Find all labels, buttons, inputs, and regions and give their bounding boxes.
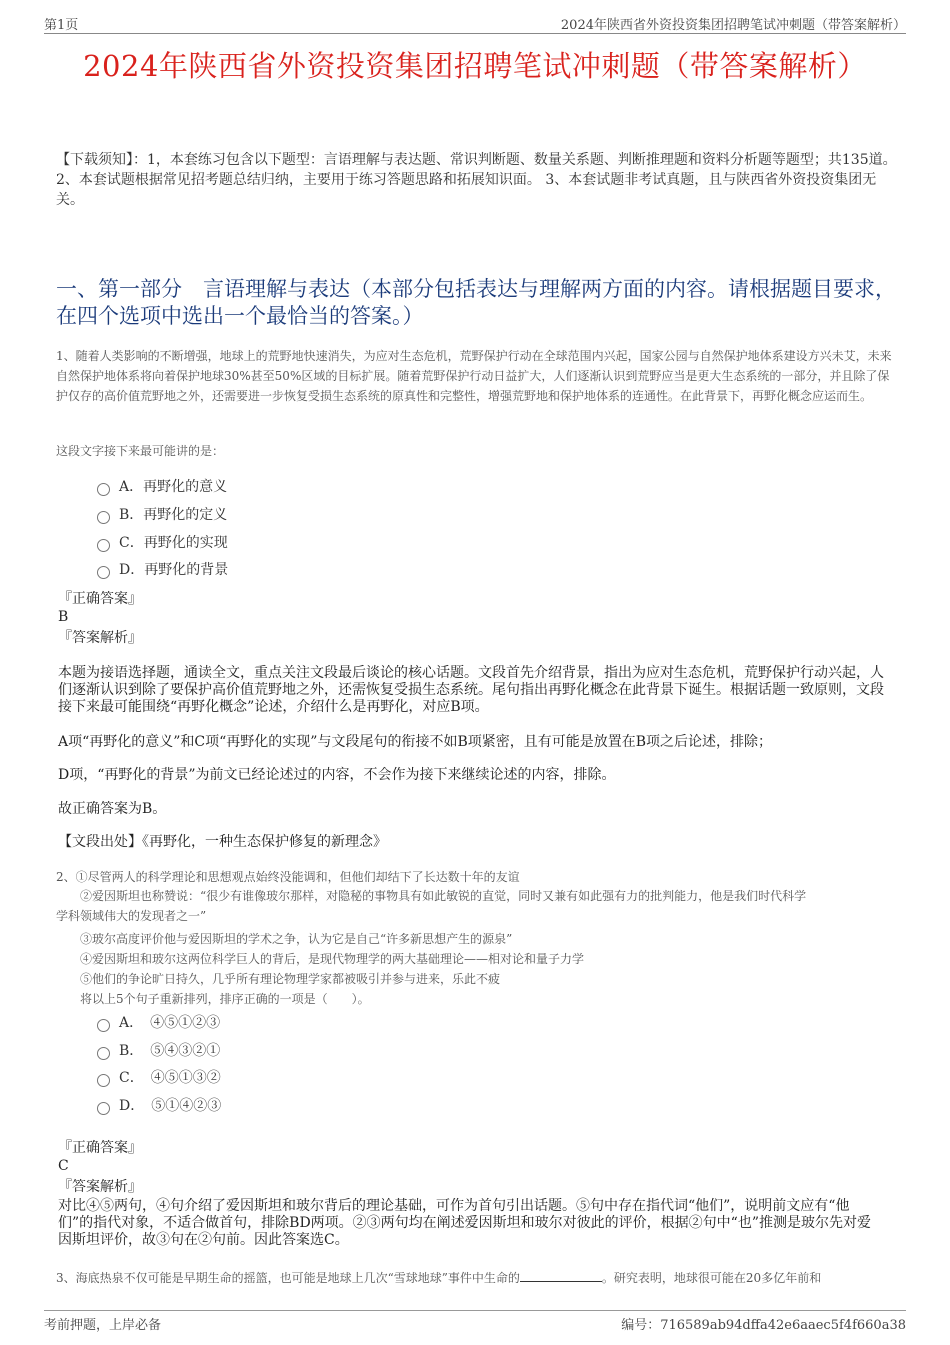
- q1-analysis-label: 『答案解析』: [58, 630, 142, 646]
- q1-answer: B: [58, 609, 69, 625]
- q1-prompt: 这段文字接下来最可能讲的是：: [56, 444, 225, 458]
- radio-icon[interactable]: [97, 566, 110, 579]
- q2-option-c-label: C． ④⑤①③②: [119, 1070, 221, 1086]
- q1-option-b[interactable]: [97, 504, 227, 524]
- q2-answer: C: [58, 1158, 69, 1174]
- q2-option-d-label: D． ⑤①④②③: [119, 1098, 222, 1114]
- q2-option-b[interactable]: [97, 1040, 220, 1060]
- radio-icon[interactable]: [97, 511, 110, 524]
- q1-option-a[interactable]: [97, 476, 227, 496]
- q1-option-a-label: A．再野化的意义: [119, 479, 228, 495]
- download-notice: 【下载须知】：1，本套练习包含以下题型：言语理解与表达题、常识判断题、数量关系题、判断推理题和资料分析题等题型；共135道。 2、本套试题根据常见招考题总结归纳，主要用于练习答题思路和拓展知识面。 3、本套试题非考试真题，且与陕西省外资投资集团无关。: [56, 152, 897, 208]
- q2-intro: 2、①尽管两人的科学理论和思想观点始终没能调和，但他们却结下了长达数十年的友谊: [56, 870, 520, 884]
- page-title: 2024年陕西省外资投资集团招聘笔试冲刺题（带答案解析）: [83, 49, 867, 83]
- q1-analysis-p1: 本题为接语选择题，通读全文，重点关注文段最后谈论的核心话题。文段首先介绍背景，指出为应对生态危机，荒野保护行动兴起，人们逐渐认识到除了要保护高价值荒野地之外，还需恢复受损生态系统。尾句指出再野化概念在此背景下诞生。根据话题一致原则，文段接下来最可能围绕“再野化概念”论述，介绍什么是再野化，对应B项。: [58, 665, 884, 715]
- q2-sentence-3: ③玻尔高度评价他与爱因斯坦的学术之争，认为它是自己“许多新思想产生的源泉”: [80, 932, 513, 946]
- q2-option-d[interactable]: [97, 1095, 221, 1115]
- q1-option-c[interactable]: [97, 532, 228, 552]
- q1-analysis-p3: D项，“再野化的背景”为前文已经论述过的内容，不会作为接下来继续论述的内容，排除。: [58, 767, 616, 783]
- q3-text-b: 。研究表明，地球很可能在20多亿年前和: [601, 1271, 822, 1285]
- q2-analysis-label: 『答案解析』: [58, 1179, 142, 1195]
- footer-doc-id: 编号：716589ab94dffa42e6aaec5f4f660a38: [621, 1318, 906, 1333]
- radio-icon[interactable]: [97, 1074, 110, 1087]
- radio-icon[interactable]: [97, 1019, 110, 1032]
- q2-option-a-label: A． ④⑤①②③: [119, 1015, 221, 1031]
- q1-option-d[interactable]: [97, 559, 228, 579]
- q3-text-a: 3、海底热泉不仅可能是早期生命的摇篮，也可能是地球上几次“雪球地球”事件中生命的: [56, 1271, 520, 1285]
- q2-option-c[interactable]: [97, 1067, 221, 1087]
- q2-answer-label: 『正确答案』: [58, 1140, 142, 1156]
- q1-option-c-label: C．再野化的实现: [119, 535, 228, 551]
- q1-answer-label: 『正确答案』: [58, 591, 142, 607]
- q1-source: 【文段出处】《再野化，一种生态保护修复的新理念》: [58, 834, 387, 850]
- footer-slogan: 考前押题，上岸必备: [44, 1318, 162, 1333]
- q2-sentence-4: ④爱因斯坦和玻尔这两位科学巨人的背后，是现代物理学的两大基础理论——相对论和量子力学: [80, 952, 585, 966]
- q2-sentence-5: ⑤他们的争论旷日持久，几乎所有理论物理学家都被吸引并参与进来，乐此不疲: [80, 972, 501, 986]
- q1-option-d-label: D．再野化的背景: [119, 562, 229, 578]
- blank-line: [520, 1271, 602, 1282]
- radio-icon[interactable]: [97, 1102, 110, 1115]
- radio-icon[interactable]: [97, 539, 110, 552]
- q1-text: 1、随着人类影响的不断增强，地球上的荒野地快速消失，为应对生态危机，荒野保护行动在全球范围内兴起，国家公园与自然保护地体系建设方兴未艾，未来自然保护地体系将向着保护地球30%甚至50%区域的目标扩展。随着荒野保护行动日益扩大，人们逐渐认识到荒野应当是更大生态系统的一部分，并且除了保护仅存的高价值荒野地之外，还需要进一步恢复受损生态系统的原真性和完整性，增强荒野地和保护地体系的连通性。在此背景下，再野化概念应运而生。: [56, 349, 892, 403]
- radio-icon[interactable]: [97, 483, 110, 496]
- q1-analysis-p4: 故正确答案为B。: [58, 801, 167, 817]
- header-divider: [44, 33, 906, 34]
- q2-option-b-label: B． ⑤④③②①: [119, 1043, 221, 1059]
- footer-divider: [44, 1310, 906, 1311]
- q3-text: [56, 1268, 906, 1288]
- section-heading: 一、第一部分 言语理解与表达（本部分包括表达与理解两方面的内容。请根据题目要求，在四个选项中选出一个最恰当的答案。）: [56, 277, 896, 328]
- q2-sentence-2a: ②爱因斯坦也称赞说：“很少有谁像玻尔那样，对隐秘的事物具有如此敏锐的直觉，同时又兼有如此强有力的批判能力，他是我们时代科学: [80, 889, 807, 903]
- page-number: 第1页: [44, 18, 79, 33]
- q1-analysis-p2: A项“再野化的意义”和C项“再野化的实现”与文段尾句的衔接不如B项紧密，且有可能是放置在B项之后论述，排除；: [58, 734, 773, 750]
- q2-prompt: 将以上5个句子重新排列，排序正确的一项是（ ）。: [80, 992, 370, 1006]
- q2-option-a[interactable]: [97, 1012, 220, 1032]
- radio-icon[interactable]: [97, 1047, 110, 1060]
- q1-option-b-label: B．再野化的定义: [119, 507, 228, 523]
- header-doc-title: 2024年陕西省外资投资集团招聘笔试冲刺题（带答案解析）: [560, 18, 906, 33]
- q2-analysis: 对比④⑤两句，④句介绍了爱因斯坦和玻尔背后的理论基础，可作为首句引出话题。⑤句中存在指代词“他们”，说明前文应有“他们”的指代对象，不适合做首句，排除BD两项。②③两句均在阐述爱因斯坦和玻尔对彼此的评价，根据②句中“也”推测是玻尔先对爱因斯坦评价，故③句在②句前。因此答案选C。: [58, 1198, 871, 1248]
- q2-sentence-2b: 学科领域伟大的发现者之一”: [56, 909, 207, 923]
